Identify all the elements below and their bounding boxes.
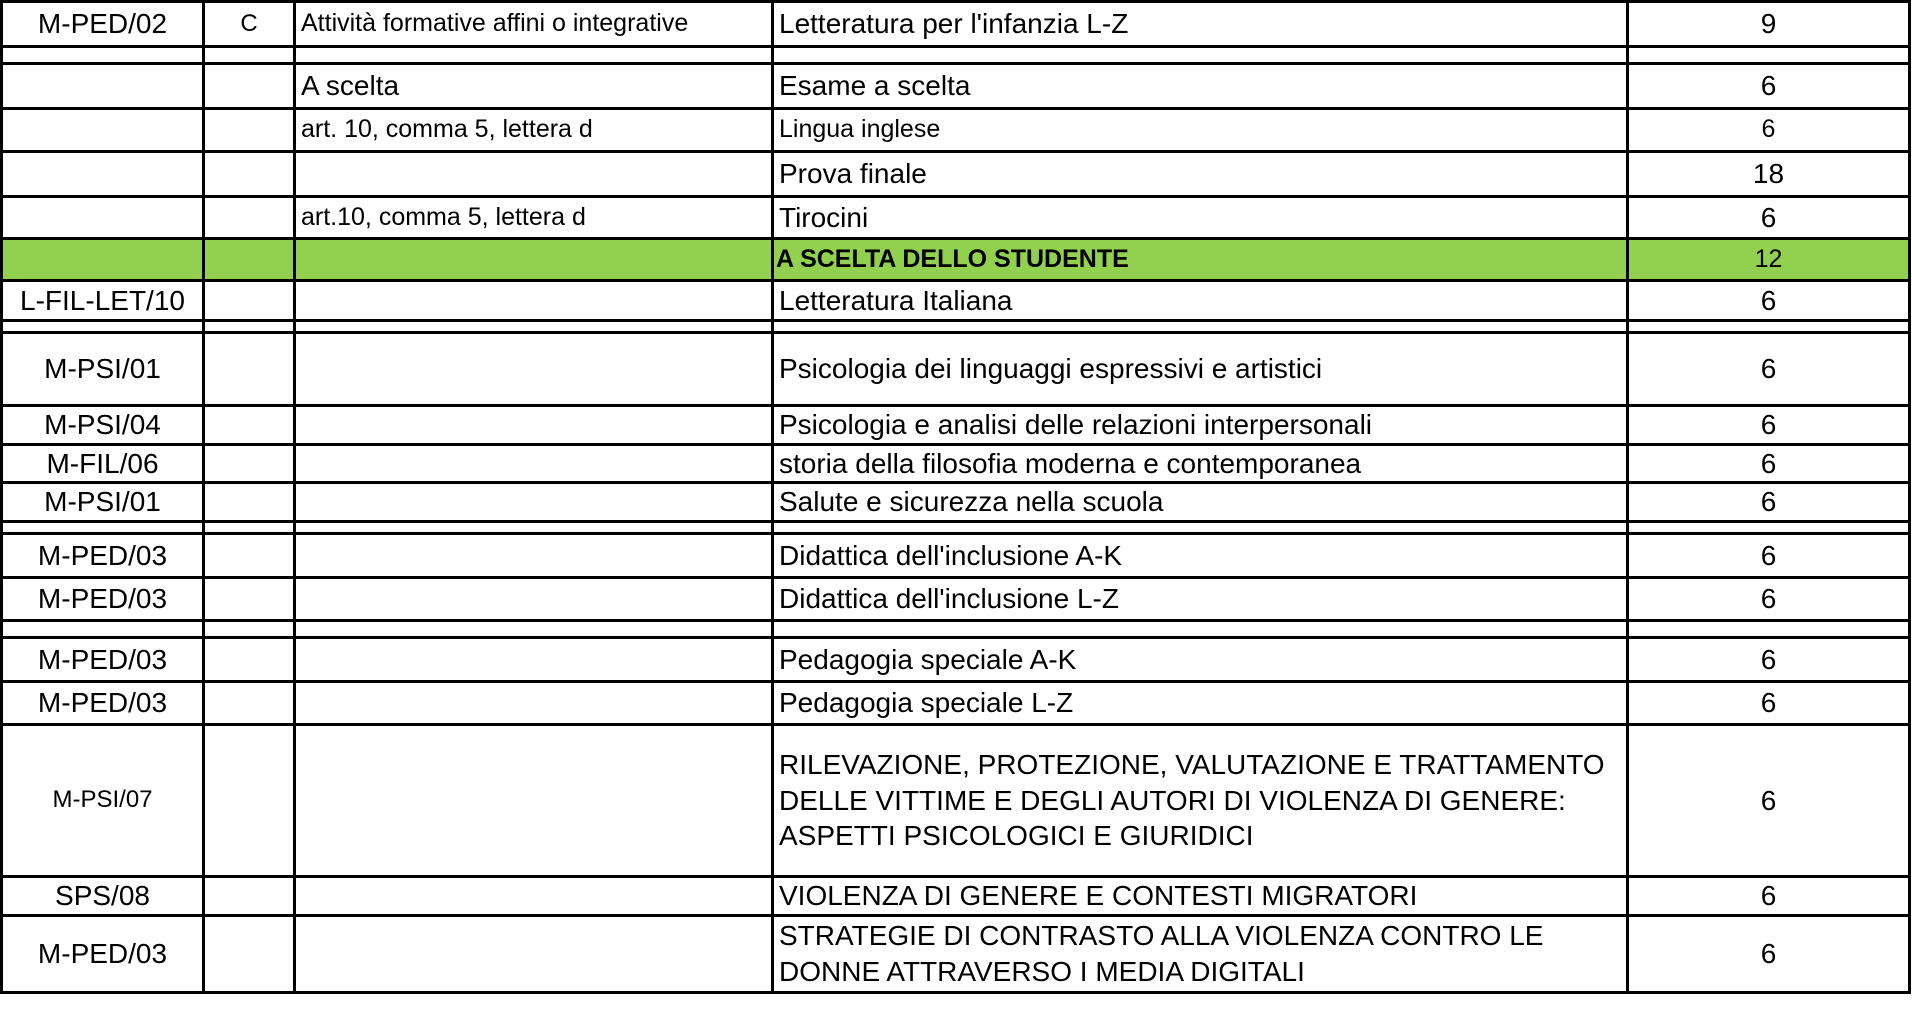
type-cell <box>204 64 295 109</box>
course-cell: Tirocini <box>773 197 1628 239</box>
type-cell <box>204 406 295 445</box>
cfu-cell: 12 <box>1628 239 1910 281</box>
cfu-cell: 6 <box>1628 333 1910 406</box>
activity-cell <box>295 682 773 725</box>
table-row <box>2 877 1910 916</box>
activity-cell <box>295 406 773 445</box>
ssd-cell <box>2 64 204 109</box>
course-cell: Letteratura Italiana <box>773 281 1628 321</box>
activity-cell <box>295 239 773 281</box>
course-cell: Didattica dell'inclusione L-Z <box>773 578 1628 621</box>
type-cell <box>204 444 295 483</box>
ssd-cell: SPS/08 <box>2 877 204 916</box>
cfu-cell: 6 <box>1628 197 1910 239</box>
cfu-cell: 6 <box>1628 444 1910 483</box>
activity-cell <box>295 444 773 483</box>
cfu-cell: 6 <box>1628 483 1910 522</box>
type-cell <box>204 682 295 725</box>
ssd-cell <box>2 47 204 64</box>
cfu-cell: 6 <box>1628 109 1910 152</box>
table-row <box>2 578 1910 621</box>
cfu-cell: 9 <box>1628 2 1910 47</box>
activity-cell: art. 10, comma 5, lettera d <box>295 109 773 152</box>
activity-cell <box>295 638 773 682</box>
course-cell <box>773 321 1628 333</box>
activity-cell <box>295 915 773 992</box>
course-cell <box>773 522 1628 534</box>
table-row <box>2 281 1910 321</box>
table-row <box>2 725 1910 877</box>
table-row <box>2 483 1910 522</box>
ssd-cell: M-PSI/01 <box>2 483 204 522</box>
ssd-cell <box>2 197 204 239</box>
activity-cell: Attività formative affini o integrative <box>295 2 773 47</box>
type-cell <box>204 281 295 321</box>
spacer-row <box>2 522 1910 534</box>
type-cell <box>204 621 295 638</box>
type-cell <box>204 47 295 64</box>
course-cell: STRATEGIE DI CONTRASTO ALLA VIOLENZA CONTRO LE DONNE ATTRAVERSO I MEDIA DIGITALI <box>773 915 1628 992</box>
cfu-cell <box>1628 321 1910 333</box>
cfu-cell: 6 <box>1628 915 1910 992</box>
ssd-cell <box>2 321 204 333</box>
activity-cell <box>295 321 773 333</box>
table-row <box>2 638 1910 682</box>
ssd-cell: M-FIL/06 <box>2 444 204 483</box>
activity-cell <box>295 152 773 197</box>
ssd-cell <box>2 621 204 638</box>
course-cell: storia della filosofia moderna e contemporanea <box>773 444 1628 483</box>
ssd-cell: M-PED/03 <box>2 534 204 578</box>
cfu-cell: 6 <box>1628 638 1910 682</box>
course-cell: Psicologia dei linguaggi espressivi e artistici <box>773 333 1628 406</box>
type-cell <box>204 152 295 197</box>
type-cell <box>204 638 295 682</box>
activity-cell <box>295 534 773 578</box>
ssd-cell: L-FIL-LET/10 <box>2 281 204 321</box>
activity-cell <box>295 483 773 522</box>
table-row <box>2 682 1910 725</box>
ssd-cell: M-PSI/01 <box>2 333 204 406</box>
type-cell <box>204 534 295 578</box>
cfu-cell <box>1628 47 1910 64</box>
cfu-cell: 6 <box>1628 64 1910 109</box>
activity-cell <box>295 621 773 638</box>
type-cell <box>204 109 295 152</box>
ssd-cell <box>2 522 204 534</box>
table-row <box>2 109 1910 152</box>
course-cell: VIOLENZA DI GENERE E CONTESTI MIGRATORI <box>773 877 1628 916</box>
cfu-cell: 6 <box>1628 725 1910 877</box>
cfu-cell <box>1628 522 1910 534</box>
spacer-row <box>2 321 1910 333</box>
course-cell: Letteratura per l'infanzia L-Z <box>773 2 1628 47</box>
type-cell <box>204 333 295 406</box>
type-cell <box>204 239 295 281</box>
table-row <box>2 152 1910 197</box>
course-cell: Didattica dell'inclusione A-K <box>773 534 1628 578</box>
course-cell <box>773 621 1628 638</box>
ssd-cell <box>2 152 204 197</box>
course-cell: Pedagogia speciale A-K <box>773 638 1628 682</box>
spacer-row <box>2 47 1910 64</box>
table-row <box>2 534 1910 578</box>
activity-cell: A scelta <box>295 64 773 109</box>
cfu-cell: 6 <box>1628 281 1910 321</box>
type-cell <box>204 578 295 621</box>
cfu-cell: 6 <box>1628 534 1910 578</box>
course-cell: Prova finale <box>773 152 1628 197</box>
ssd-cell: M-PSI/07 <box>2 725 204 877</box>
ssd-cell: M-PED/03 <box>2 915 204 992</box>
table-row <box>2 333 1910 406</box>
cfu-cell: 6 <box>1628 406 1910 445</box>
ssd-cell <box>2 239 204 281</box>
course-cell <box>773 47 1628 64</box>
course-cell: Pedagogia speciale L-Z <box>773 682 1628 725</box>
ssd-cell: M-PED/02 <box>2 2 204 47</box>
course-cell: Esame a scelta <box>773 64 1628 109</box>
section-title: A SCELTA DELLO STUDENTE <box>773 239 1628 281</box>
table-row <box>2 2 1910 47</box>
ssd-cell: M-PED/03 <box>2 638 204 682</box>
table-row <box>2 915 1910 992</box>
activity-cell <box>295 522 773 534</box>
spacer-row <box>2 621 1910 638</box>
cfu-cell: 6 <box>1628 877 1910 916</box>
type-cell <box>204 197 295 239</box>
ssd-cell: M-PSI/04 <box>2 406 204 445</box>
course-cell: Psicologia e analisi delle relazioni interpersonali <box>773 406 1628 445</box>
course-cell: Lingua inglese <box>773 109 1628 152</box>
ssd-cell: M-PED/03 <box>2 578 204 621</box>
type-cell <box>204 725 295 877</box>
activity-cell: art.10, comma 5, lettera d <box>295 197 773 239</box>
activity-cell <box>295 47 773 64</box>
highlight-row <box>2 239 1910 281</box>
table-row <box>2 197 1910 239</box>
course-cell: Salute e sicurezza nella scuola <box>773 483 1628 522</box>
type-cell <box>204 483 295 522</box>
activity-cell <box>295 725 773 877</box>
table-row <box>2 406 1910 445</box>
table-row <box>2 444 1910 483</box>
activity-cell <box>295 333 773 406</box>
type-cell <box>204 877 295 916</box>
type-cell <box>204 522 295 534</box>
type-cell <box>204 915 295 992</box>
activity-cell <box>295 877 773 916</box>
type-cell: C <box>204 2 295 47</box>
cfu-cell: 18 <box>1628 152 1910 197</box>
cfu-cell: 6 <box>1628 682 1910 725</box>
course-cell: RILEVAZIONE, PROTEZIONE, VALUTAZIONE E TRATTAMENTO DELLE VITTIME E DEGLI AUTORI DI VIOLENZA DI GENERE: ASPETTI PSICOLOGICI E GIURIDICI <box>773 725 1628 877</box>
table-row <box>2 64 1910 109</box>
ssd-cell: M-PED/03 <box>2 682 204 725</box>
activity-cell <box>295 281 773 321</box>
cfu-cell: 6 <box>1628 578 1910 621</box>
activity-cell <box>295 578 773 621</box>
cfu-cell <box>1628 621 1910 638</box>
type-cell <box>204 321 295 333</box>
ssd-cell <box>2 109 204 152</box>
